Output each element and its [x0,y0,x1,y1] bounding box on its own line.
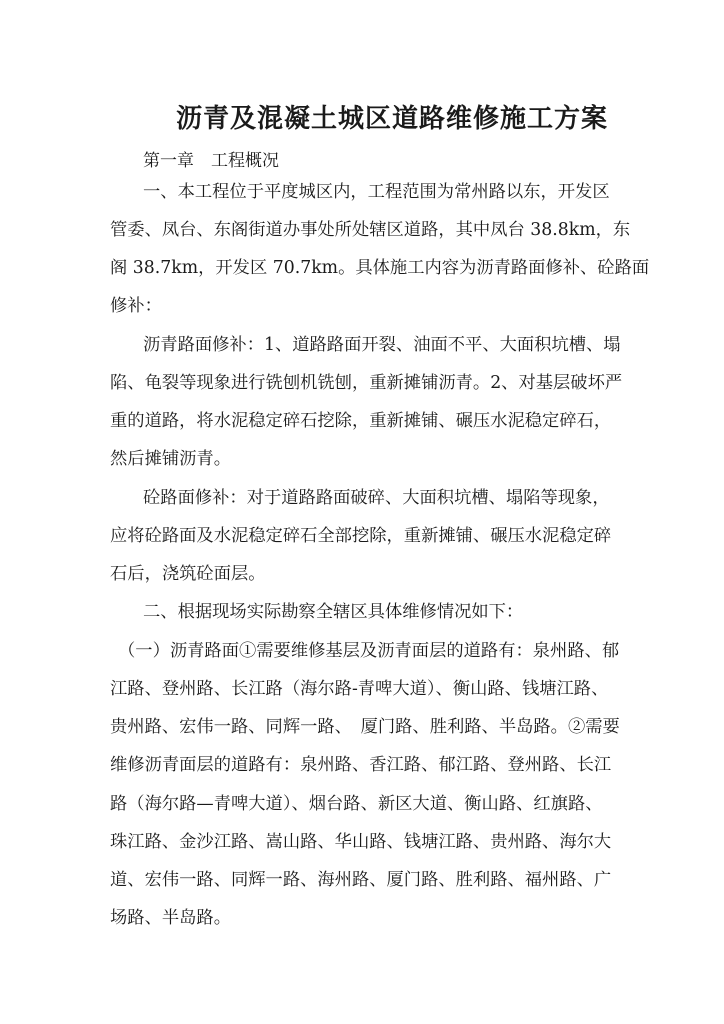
document-title: 沥青及混凝土城区道路维修施工方案 [175,104,608,134]
paragraph-line: 应将砼路面及水泥稳定碎石全部挖除，重新摊铺、碾压水泥稳定碎 [110,526,612,546]
paragraph-line: 修补： [110,296,162,316]
paragraph-line: 场路、半岛路。 [110,908,231,928]
paragraph-line: （一）沥青路面①需要维修基层及沥青面层的道路有：泉州路、郁 [118,641,620,661]
chapter-heading: 第一章 工程概况 [143,151,279,171]
paragraph-line: 阁 38.7km，开发区 70.7km。具体施工内容为沥青路面修补、砼路面 [110,258,650,278]
paragraph-line: 路（海尔路—青啤大道）、烟台路、新区大道、衡山路、红旗路、 [110,794,603,814]
paragraph-line: 然后摊铺沥青。 [110,449,231,469]
paragraph-line: 重的道路，将水泥稳定碎石挖除，重新摊铺、碾压水泥稳定碎石， [110,411,612,431]
paragraph-line: 珠江路、金沙江路、嵩山路、华山路、钱塘江路、贵州路、海尔大 [110,832,612,852]
paragraph-line: 砼路面修补：对于道路路面破碎、大面积坑槽、塌陷等现象， [143,488,610,508]
paragraph-line: 沥青路面修补：1、道路路面开裂、油面不平、大面积坑槽、塌 [143,335,621,355]
paragraph-line: 江路、登州路、长江路（海尔路-青啤大道）、衡山路、钱塘江路、 [110,679,609,699]
paragraph-line: 贵州路、宏伟一路、同辉一路、 厦门路、胜利路、半岛路。②需要 [110,717,620,737]
paragraph-line: 一、本工程位于平度城区内，工程范围为常州路以东，开发区 [143,182,610,202]
paragraph-line: 陷、龟裂等现象进行铣刨机铣刨，重新摊铺沥青。2、对基层破坏严 [110,373,623,393]
paragraph-line: 道、宏伟一路、同辉一路、海州路、厦门路、胜利路、福州路、广 [110,870,612,890]
paragraph-line: 管委、凤台、东阁街道办事处所处辖区道路，其中凤台 38.8km，东 [110,220,631,240]
paragraph-line: 石后，浇筑砼面层。 [110,564,266,584]
paragraph-line: 维修沥青面层的道路有：泉州路、香江路、郁江路、登州路、长江 [110,755,612,775]
paragraph-line: 二、根据现场实际勘察全辖区具体维修情况如下： [143,602,524,622]
